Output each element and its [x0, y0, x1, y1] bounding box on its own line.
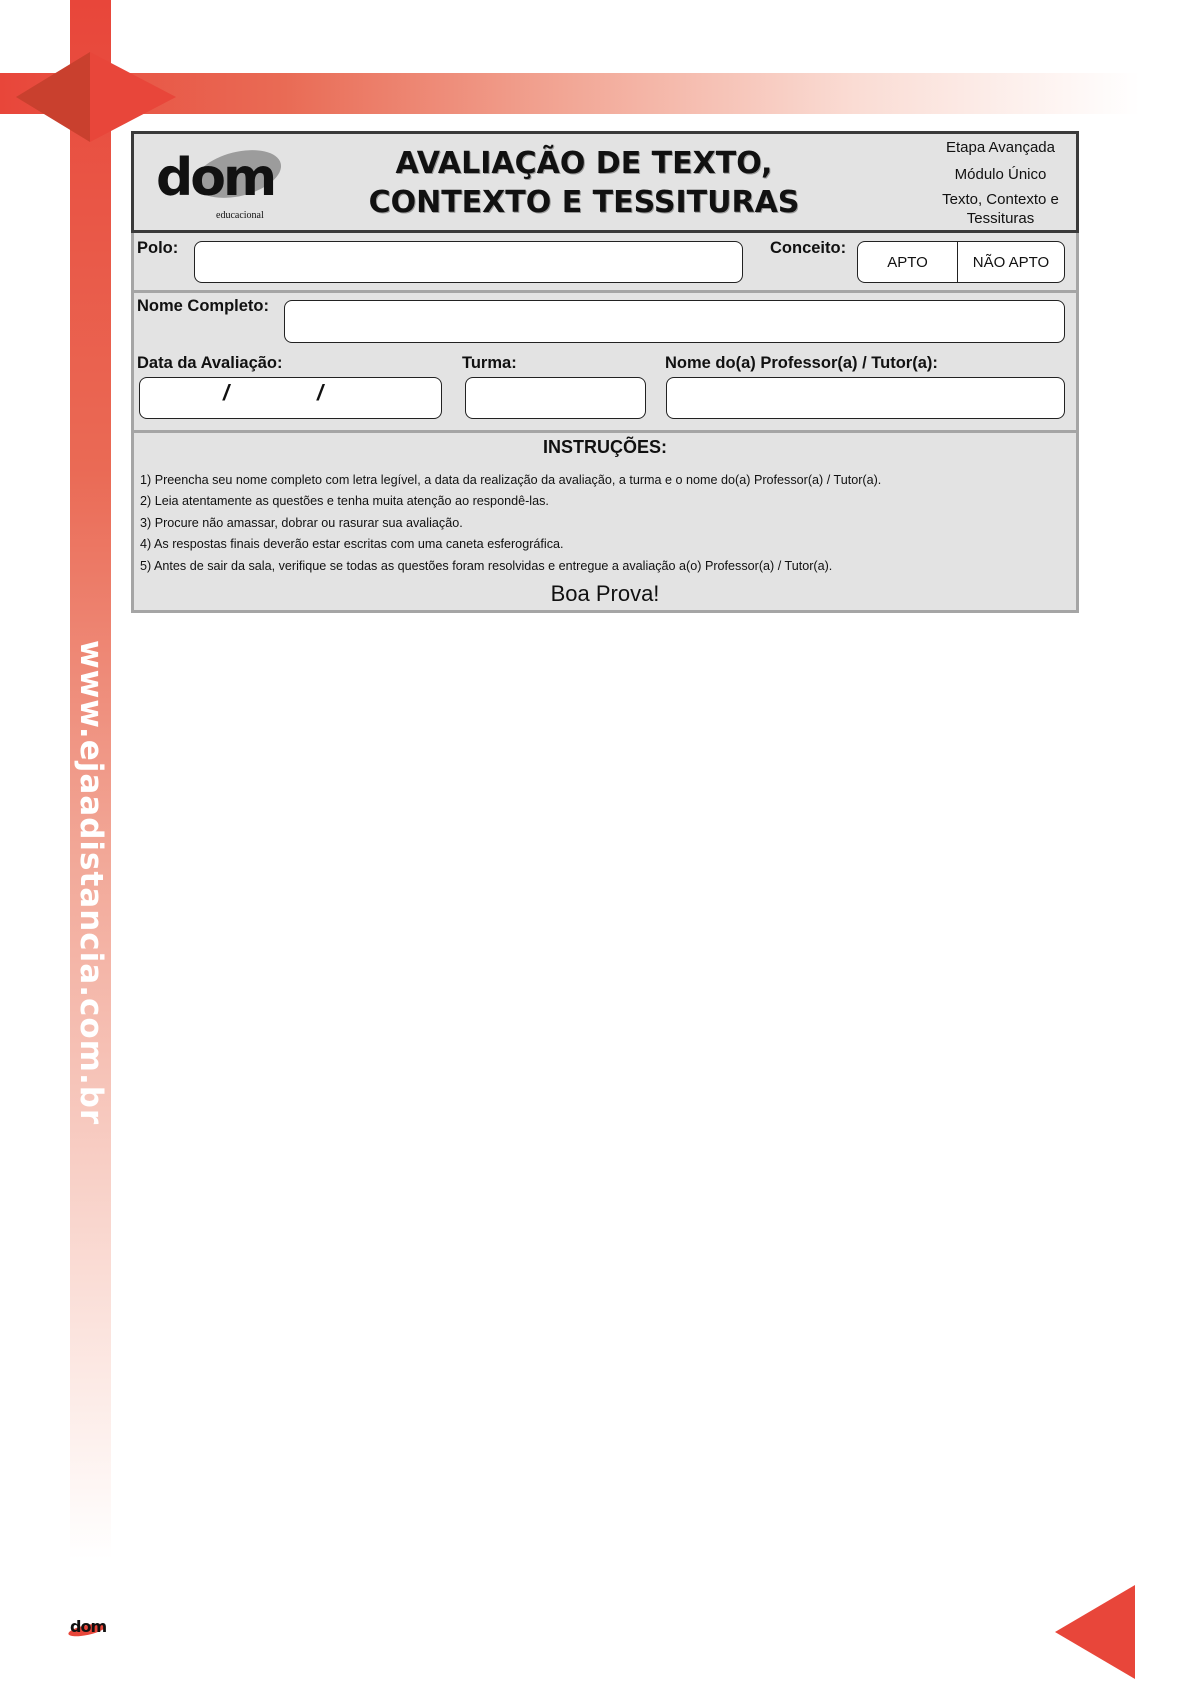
title-line-1: AVALIAÇÃO DE TEXTO,	[395, 146, 773, 181]
conceito-nao-apto-option[interactable]: NÃO APTO	[957, 241, 1065, 283]
student-info-section	[131, 293, 1079, 433]
conceito-label: Conceito:	[770, 239, 847, 257]
course-info	[933, 138, 1068, 228]
title-line-2: CONTEXTO E TESSITURAS	[368, 185, 800, 220]
instruction-item: 4) As respostas finais deverão estar escritas com uma caneta esferográfica.	[140, 537, 564, 552]
nome-completo-label: Nome Completo:	[137, 297, 269, 315]
professor-input[interactable]	[666, 377, 1065, 419]
instruction-item: 3) Procure não amassar, dobrar ou rasurar sua avaliação.	[140, 515, 463, 530]
instruction-item: 5) Antes de sair da sala, verifique se todas as questões foram resolvidas e entregue a avaliação a(o) Professor(a) / Tutor(a).	[140, 558, 833, 573]
corner-triangle-icon	[1055, 1585, 1135, 1679]
instructions-title: INSTRUÇÕES:	[542, 437, 667, 457]
footer-logo	[68, 1615, 110, 1641]
course-module: Módulo Único	[954, 166, 1047, 183]
evaluation-form	[131, 131, 1079, 613]
website-url: www.ejaadistancia.com.br	[73, 640, 109, 1126]
data-avaliacao-label: Data da Avaliação:	[137, 354, 283, 372]
date-separator: /	[223, 380, 230, 405]
conceito-apto-option[interactable]: APTO	[857, 241, 958, 283]
polo-input[interactable]	[194, 241, 743, 283]
dom-educacional-logo	[156, 144, 281, 224]
turma-input[interactable]	[465, 377, 646, 419]
polo-label: Polo:	[137, 239, 179, 257]
professor-label: Nome do(a) Professor(a) / Tutor(a):	[665, 354, 938, 372]
page-title	[314, 144, 854, 222]
nome-completo-input[interactable]	[284, 300, 1065, 343]
form-header	[131, 131, 1079, 233]
data-avaliacao-input[interactable]	[139, 377, 442, 419]
instructions-list	[140, 470, 881, 577]
polo-section	[131, 233, 1079, 293]
course-stage: Etapa Avançada	[946, 139, 1055, 156]
instructions-section	[131, 433, 1079, 613]
logo-text: dom	[156, 148, 275, 208]
instruction-item: 2) Leia atentamente as questões e tenha muita atenção ao respondê-las.	[140, 494, 549, 509]
course-subject: Texto, Contexto e Tessituras	[942, 191, 1059, 227]
turma-label: Turma:	[462, 354, 517, 372]
date-separator: /	[317, 380, 324, 405]
instruction-item: 1) Preencha seu nome completo com letra legível, a data da realização da avaliação, a turma e o nome do(a) Professor(a) / Tutor(a).	[140, 473, 882, 487]
logo-subtext: educacional	[216, 210, 264, 221]
good-luck-message: Boa Prova!	[550, 581, 660, 606]
diamond-arrow-icon	[16, 52, 176, 142]
footer-logo-text: dom	[70, 1617, 107, 1636]
